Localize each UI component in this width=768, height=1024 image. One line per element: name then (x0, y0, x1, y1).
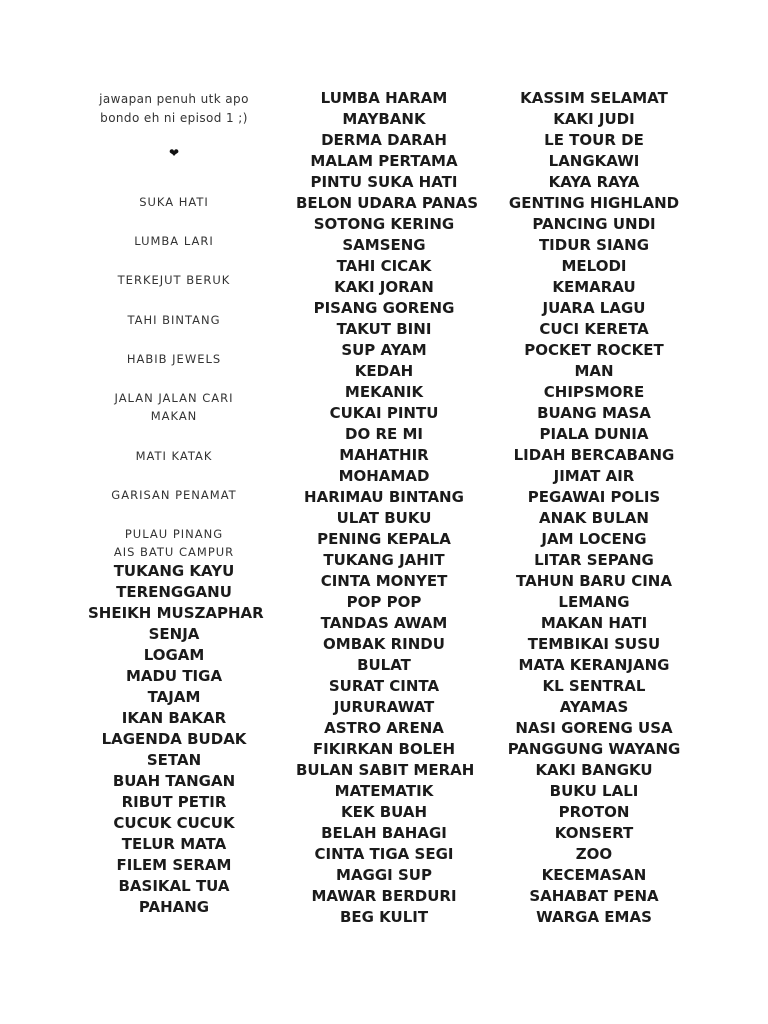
answer-item: JIMAT AIR (553, 467, 635, 485)
answer-item: JAM LOCENG (541, 530, 647, 548)
answer-item: LIDAH BERCABANG (513, 446, 675, 464)
answer-item: LOGAM (143, 646, 205, 664)
thin-item: SUKA HATI (139, 195, 209, 209)
answer-item: TELUR MATA (121, 835, 227, 853)
answer-item: FILEM SERAM (116, 856, 232, 874)
answer-item: JUARA LAGU (542, 299, 646, 317)
answer-item: SAMSENG (342, 236, 426, 254)
answer-item: OMBAK RINDU (323, 635, 445, 653)
answer-item: KAKI JORAN (334, 278, 434, 296)
answer-item: BUKU LALI (549, 782, 639, 800)
answer-item: POP POP (346, 593, 422, 611)
thin-item: LUMBA LARI (134, 234, 214, 248)
answer-item: PENING KEPALA (317, 530, 451, 548)
answer-item: TAJAM (147, 688, 201, 706)
answer-item: CUCUK CUCUK (113, 814, 235, 832)
answer-item: PEGAWAI POLIS (527, 488, 661, 506)
answer-item: MEKANIK (344, 383, 424, 401)
answer-item: BELON UDARA PANAS (296, 194, 479, 212)
answer-item: TUKANG KAYU (113, 562, 235, 580)
answer-item: DO RE MI (345, 425, 423, 443)
answer-item: ASTRO ARENA (324, 719, 444, 737)
answer-item: TAKUT BINI (336, 320, 432, 338)
thin-item: MATI KATAK (135, 449, 213, 463)
answer-item: LE TOUR DE (544, 131, 644, 149)
bold-answer-list-left (88, 561, 264, 918)
answer-item: BULAN SABIT MERAH (296, 761, 475, 779)
answer-item: KECEMASAN (541, 866, 647, 884)
intro-line-1: jawapan penuh utk apo (99, 92, 249, 106)
thin-item: PULAU PINANG (124, 527, 224, 541)
answer-item: SETAN (146, 751, 202, 769)
answer-item: KASSIM SELAMAT (520, 89, 668, 107)
intro-line-2: bondo eh ni episod 1 ;) (100, 111, 248, 125)
thin-item: AIS BATU CAMPUR (113, 545, 235, 559)
answer-item: MATEMATIK (334, 782, 434, 800)
answer-item: SURAT CINTA (328, 677, 440, 695)
answer-item: NASI GORENG USA (515, 719, 673, 737)
answer-item: CUCI KERETA (539, 320, 649, 338)
answer-item: TANDAS AWAM (320, 614, 448, 632)
thin-item: GARISAN PENAMAT (111, 488, 237, 502)
answer-item: MAWAR BERDURI (311, 887, 457, 905)
answer-item: MALAM PERTAMA (310, 152, 458, 170)
heart-icon: ❤ (168, 146, 180, 160)
answer-item: BUAH TANGAN (112, 772, 236, 790)
answer-item: CHIPSMORE (543, 383, 645, 401)
answer-item: ZOO (575, 845, 613, 863)
answer-item: BUANG MASA (537, 404, 651, 422)
answer-item: LUMBA HARAM (320, 89, 448, 107)
answer-item: KEMARAU (552, 278, 636, 296)
answer-item: AYAMAS (559, 698, 629, 716)
thin-item: TAHI BINTANG (127, 313, 221, 327)
thin-item: TERKEJUT BERUK (117, 273, 231, 287)
answer-item: DERMA DARAH (321, 131, 447, 149)
thin-item: HABIB JEWELS (126, 352, 222, 366)
answer-item: CINTA MONYET (320, 572, 448, 590)
answer-item: PANGGUNG WAYANG (507, 740, 681, 758)
bold-answer-list-right (505, 88, 683, 928)
answer-item: KONSERT (554, 824, 634, 842)
answer-item: LANGKAWI (548, 152, 640, 170)
answer-item: PISANG GORENG (313, 299, 455, 317)
answer-item: PIALA DUNIA (539, 425, 649, 443)
answer-item: PANCING UNDI (532, 215, 656, 233)
answer-item: SUP AYAM (341, 341, 427, 359)
answer-item: MAHATHIR (339, 446, 429, 464)
answer-item: CINTA TIGA SEGI (314, 845, 454, 863)
answer-item: KL SENTRAL (542, 677, 646, 695)
answer-item: TUKANG JAHIT (323, 551, 445, 569)
answer-item: BELAH BAHAGI (321, 824, 447, 842)
answer-item: MELODI (561, 257, 627, 275)
answer-item: KAKI BANGKU (535, 761, 653, 779)
answer-item: KEK BUAH (340, 803, 428, 821)
answer-item: PAHANG (138, 898, 210, 916)
answer-item: PINTU SUKA HATI (310, 173, 458, 191)
answer-item: HARIMAU BINTANG (304, 488, 464, 506)
answer-item: TAHI CICAK (336, 257, 432, 275)
answer-item: POCKET ROCKET (524, 341, 664, 359)
answer-item: RIBUT PETIR (121, 793, 227, 811)
answer-item: MAGGI SUP (336, 866, 432, 884)
thin-item: MAKAN (150, 409, 198, 423)
answer-item: MATA KERANJANG (518, 656, 670, 674)
answer-item: BEG KULIT (339, 908, 429, 926)
answer-item: KAYA RAYA (548, 173, 640, 191)
answer-item: MADU TIGA (125, 667, 223, 685)
answer-item: MAYBANK (342, 110, 426, 128)
answer-item: MOHAMAD (338, 467, 430, 485)
answer-item: BASIKAL TUA (118, 877, 230, 895)
answer-item: WARGA EMAS (536, 908, 652, 926)
answer-item: KAKI JUDI (553, 110, 635, 128)
answer-item: SOTONG KERING (313, 215, 455, 233)
answer-item: TEMBIKAI SUSU (527, 635, 661, 653)
answer-item: ULAT BUKU (336, 509, 432, 527)
answer-item: KEDAH (354, 362, 414, 380)
answer-item: LAGENDA BUDAK (101, 730, 247, 748)
answer-item: GENTING HIGHLAND (508, 194, 680, 212)
answer-item: ANAK BULAN (539, 509, 649, 527)
answer-item: JURURAWAT (333, 698, 435, 716)
answer-item: LEMANG (558, 593, 630, 611)
answer-item: SAHABAT PENA (529, 887, 659, 905)
answer-item: MAKAN HATI (540, 614, 648, 632)
answer-item: MAN (574, 362, 614, 380)
bold-answer-list-middle (296, 88, 479, 928)
answer-item: SENJA (148, 625, 200, 643)
answer-item: PROTON (558, 803, 630, 821)
answer-item: IKAN BAKAR (121, 709, 227, 727)
answer-item: TAHUN BARU CINA (516, 572, 672, 590)
answer-item: BULAT (357, 656, 411, 674)
intro-text (88, 90, 260, 128)
answer-item: LITAR SEPANG (534, 551, 654, 569)
answer-item: FIKIRKAN BOLEH (312, 740, 456, 758)
answer-item: CUKAI PINTU (329, 404, 439, 422)
answer-item: SHEIKH MUSZAPHAR (88, 604, 264, 622)
thin-item: JALAN JALAN CARI (114, 391, 234, 405)
answer-item: TERENGGANU (116, 583, 232, 601)
answer-item: TIDUR SIANG (538, 236, 650, 254)
